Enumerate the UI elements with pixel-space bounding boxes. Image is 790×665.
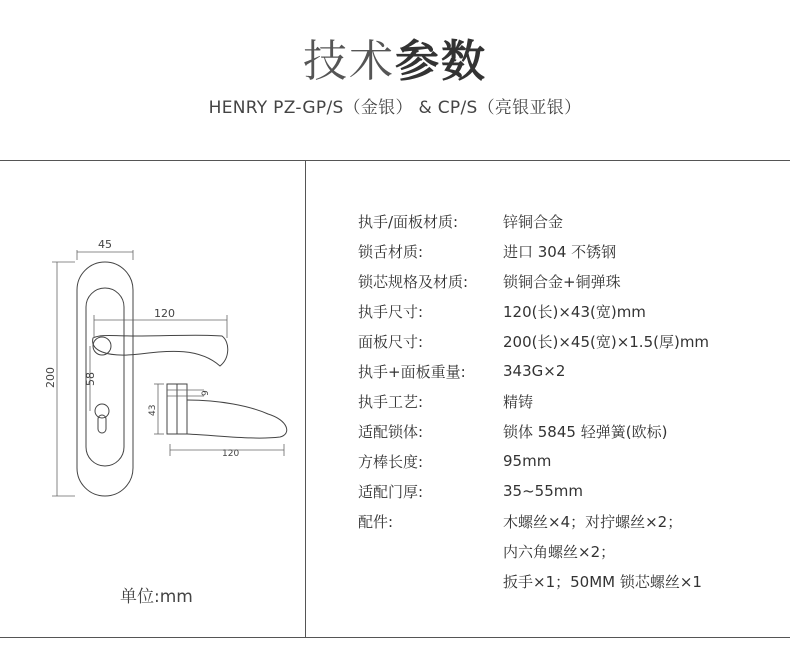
dim-200-label: 200 (44, 367, 57, 388)
top-divider (0, 160, 790, 161)
spec-label: 面板尺寸: (358, 332, 424, 351)
side-handle (187, 400, 287, 438)
spec-label: 执手尺寸: (358, 302, 424, 321)
spec-row (358, 476, 778, 506)
title-light: 技术 (303, 36, 395, 87)
spec-value: 精铸 (503, 392, 534, 411)
vertical-divider (305, 161, 306, 637)
spec-label: 适配锁体: (358, 422, 424, 441)
spec-label: 执手+面板重量: (358, 362, 466, 381)
spec-row (358, 506, 778, 536)
spec-row (358, 206, 778, 236)
spec-value: 进口 304 不锈钢 (503, 242, 617, 261)
spec-label: 方棒长度: (358, 452, 424, 471)
spec-row (358, 326, 778, 356)
spec-list (358, 206, 778, 596)
spec-label: 执手工艺: (358, 392, 424, 411)
unit-label: 单位:mm (120, 587, 193, 607)
spec-value: 35~55mm (503, 482, 583, 500)
spec-value: 锌铜合金 (503, 212, 564, 231)
spec-row (358, 536, 778, 566)
spec-value: 木螺丝×4；对拧螺丝×2； (503, 512, 683, 531)
spec-row (358, 386, 778, 416)
dim-120-side-label: 120 (222, 449, 240, 459)
dim-58-label: 58 (84, 372, 97, 386)
handle-front (93, 335, 228, 366)
spec-value: 343G×2 (503, 362, 566, 380)
spec-value: 锁体 5845 轻弹簧(欧标) (503, 422, 668, 441)
spec-row (358, 266, 778, 296)
dim-43-label: 43 (148, 404, 158, 416)
spec-label: 锁芯规格及材质: (358, 272, 469, 291)
spec-value: 内六角螺丝×2； (503, 542, 616, 561)
dim-9-label: 9 (201, 390, 211, 396)
spec-row (358, 416, 778, 446)
spec-row (358, 356, 778, 386)
spec-row (358, 566, 778, 596)
spec-row (358, 236, 778, 266)
spec-value: 200(长)×45(宽)×1.5(厚)mm (503, 332, 710, 351)
spec-label: 适配门厚: (358, 482, 424, 501)
spec-value: 扳手×1；50MM 锁芯螺丝×1 (503, 572, 702, 591)
spec-value: 95mm (503, 452, 552, 470)
spec-label: 执手/面板材质: (358, 212, 459, 231)
spec-label: 锁舌材质: (358, 242, 424, 261)
spec-value: 锁铜合金+铜弹珠 (503, 272, 621, 291)
dim-120-label: 120 (154, 307, 175, 320)
product-subtitle: HENRY PZ-GP/S（金银） & CP/S（亮银亚银） (208, 98, 582, 118)
spec-row (358, 296, 778, 326)
dim-45-label: 45 (98, 238, 112, 251)
title-bold: 参数 (395, 36, 487, 87)
spec-label: 配件: (358, 512, 394, 531)
handle-technical-drawing (30, 230, 300, 510)
spec-value: 120(长)×43(宽)mm (503, 302, 646, 321)
page-title (0, 34, 790, 90)
spec-row (358, 446, 778, 476)
keyhole-top (95, 404, 109, 418)
bottom-divider (0, 637, 790, 638)
